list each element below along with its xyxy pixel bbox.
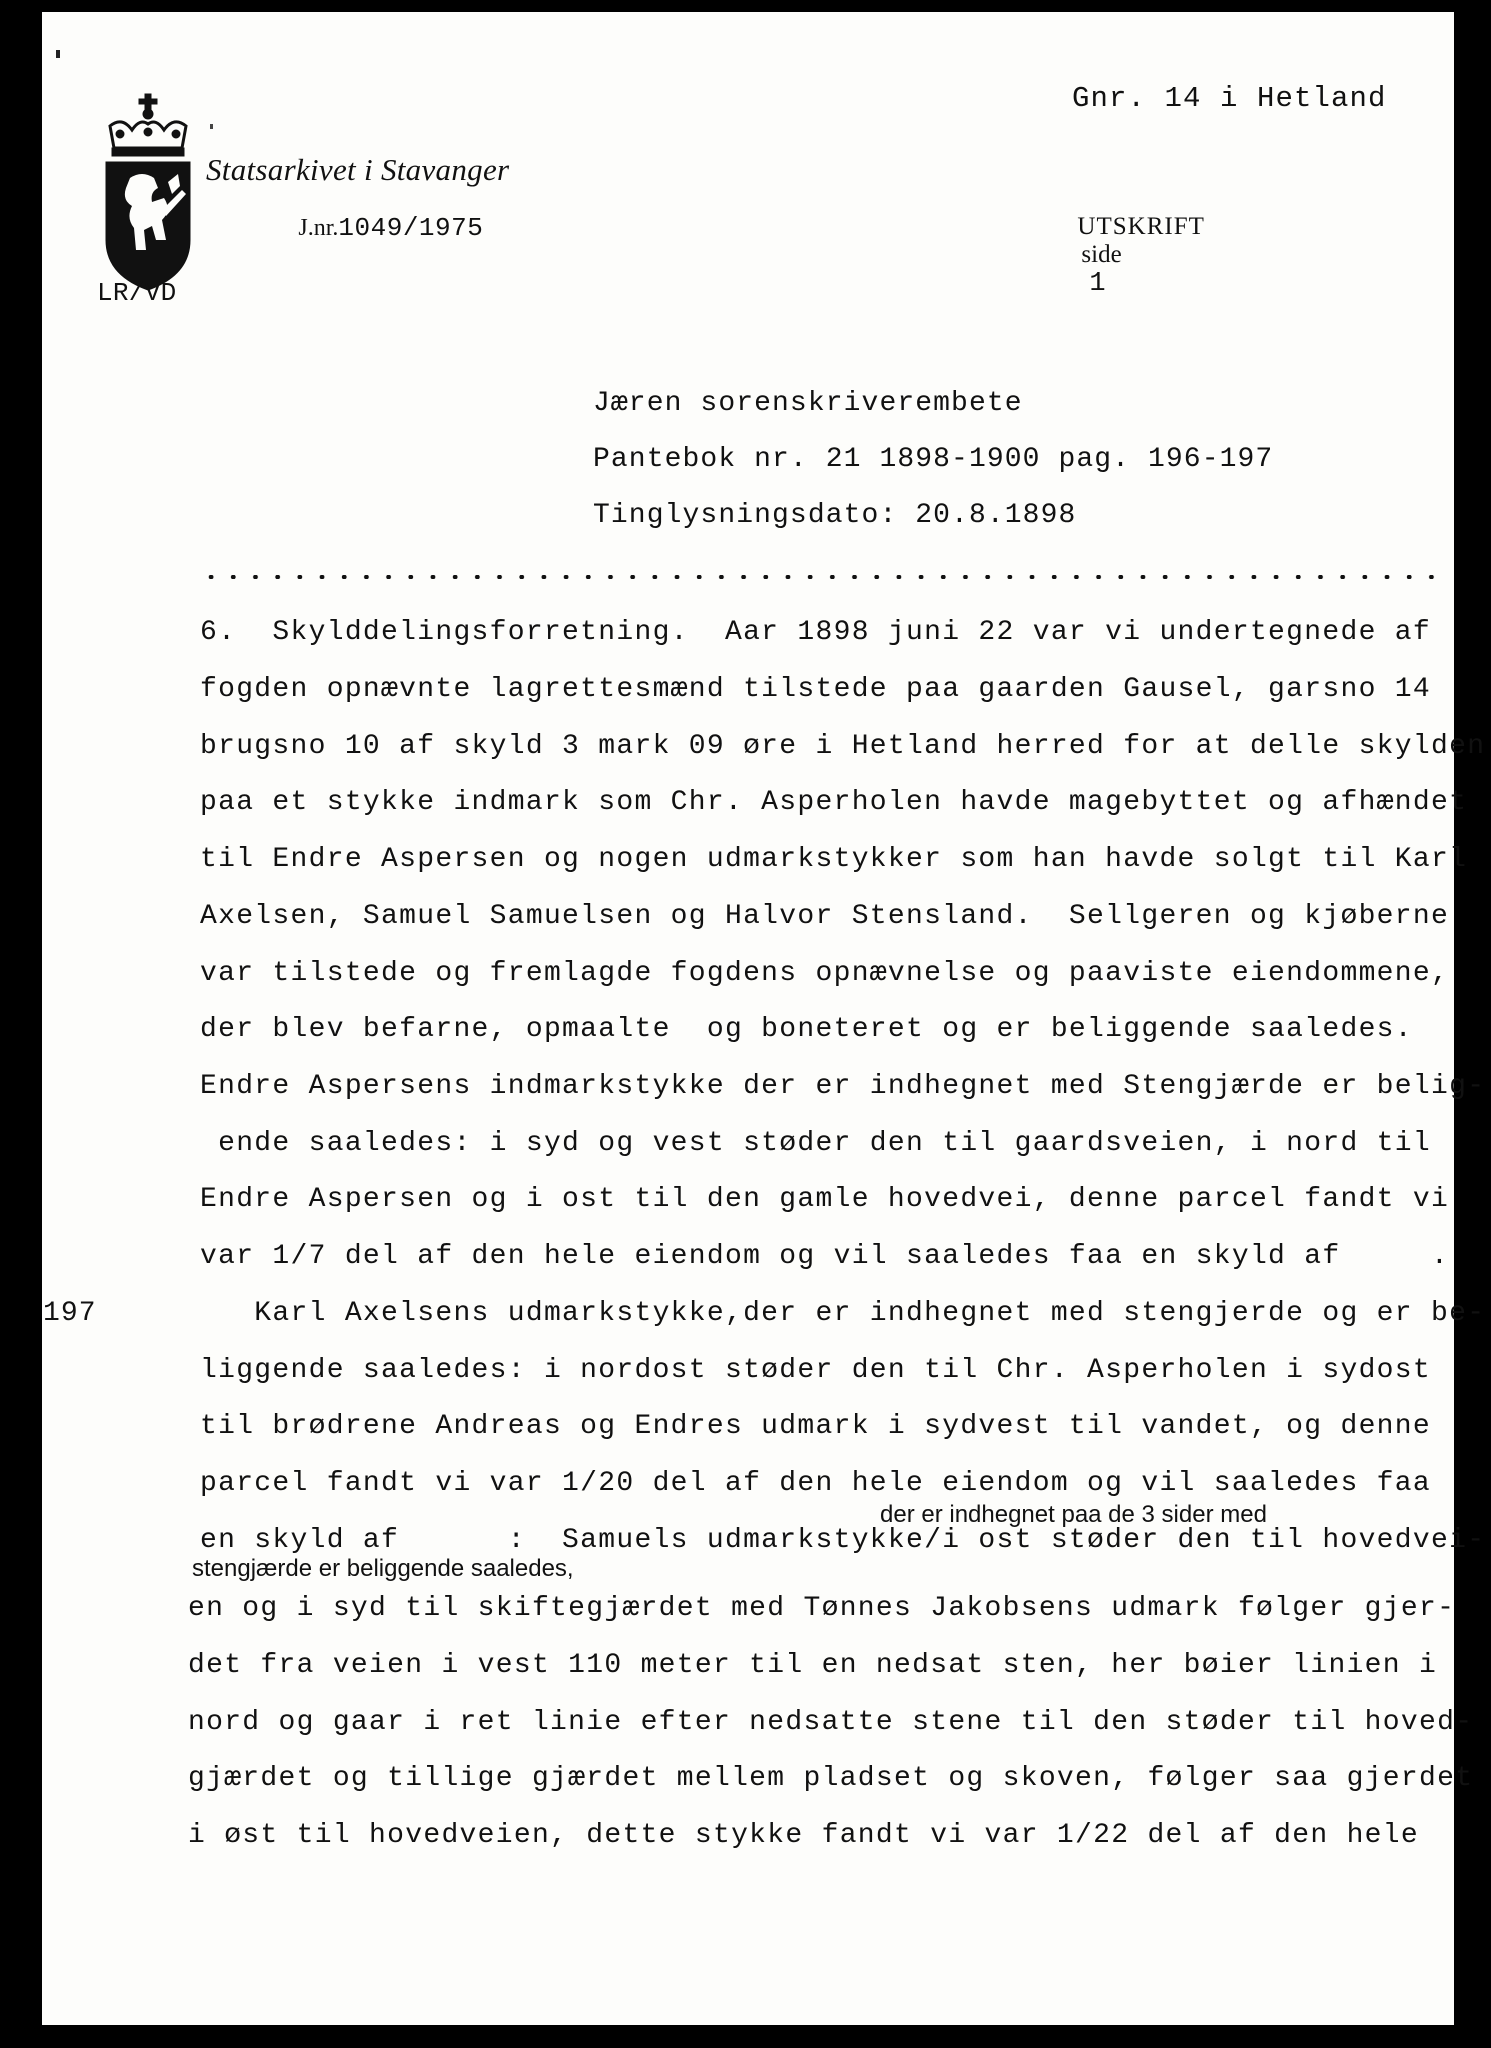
body-line: en skyld af : Samuels udmarkstykke/i ost støder den til hovedvei- bbox=[200, 1525, 1486, 1556]
side-number: 1 bbox=[1089, 269, 1107, 299]
margin-page-number: 197 bbox=[43, 1298, 97, 1329]
body-line: parcel fandt vi var 1/20 del af den hele eiendom og vil saaledes faa bbox=[200, 1468, 1431, 1499]
body-line: brugsno 10 af skyld 3 mark 09 øre i Hetland herred for at delle skylden bbox=[200, 731, 1486, 762]
document-page bbox=[42, 12, 1486, 2025]
transcript-label: UTSKRIFT bbox=[1077, 213, 1205, 240]
dotted-separator bbox=[200, 575, 1445, 579]
archive-name: Statsarkivet i Stavanger bbox=[206, 152, 510, 187]
body-line: gjærdet og tillige gjærdet mellem pladset og skoven, følger saa gjerdet bbox=[188, 1763, 1474, 1794]
body-line: i øst til hovedveien, dette stykke fandt vi var 1/22 del af den hele bbox=[188, 1820, 1419, 1851]
body-line: fogden opnævnte lagrettesmænd tilstede paa gaarden Gausel, garsno 14 bbox=[200, 674, 1431, 705]
body-line: der blev befarne, opmaalte og boneteret og er beliggende saaledes. bbox=[200, 1014, 1413, 1045]
speck-mark bbox=[210, 124, 213, 129]
source-office: Jæren sorenskriverembete bbox=[593, 388, 1023, 419]
body-line: 6. Skylddelingsforretning. Aar 1898 juni 22 var vi undertegnede af bbox=[200, 617, 1431, 648]
body-line: liggende saaledes: i nordost støder den til Chr. Asperholen i sydost bbox=[200, 1355, 1431, 1386]
side-label: side bbox=[1081, 241, 1122, 268]
body-line: en og i syd til skiftegjærdet med Tønnes Jakobsens udmark følger gjer- bbox=[188, 1593, 1456, 1624]
body-line: Axelsen, Samuel Samuelsen og Halvor Stensland. Sellgeren og kjøberne bbox=[200, 901, 1450, 932]
journal-number-line bbox=[260, 195, 483, 261]
body-line: til brødrene Andreas og Endres udmark i sydvest til vandet, og denne bbox=[200, 1411, 1431, 1442]
body-line: til Endre Aspersen og nogen udmarkstykker som han havde solgt til Karl bbox=[200, 844, 1468, 875]
body-line: Endre Aspersens indmarkstykke der er indhegnet med Stengjærde er belig- bbox=[200, 1071, 1486, 1102]
body-line: Endre Aspersen og i ost til den gamle hovedvei, denne parcel fandt vi bbox=[200, 1184, 1450, 1215]
transcript-header bbox=[1039, 195, 1205, 317]
body-line: ende saaledes: i syd og vest støder den til gaardsveien, i nord til bbox=[200, 1128, 1431, 1159]
coat-of-arms-icon bbox=[92, 90, 207, 295]
inserted-text-below: stengjærde er beliggende saaledes, bbox=[192, 1555, 574, 1582]
registration-date: Tinglysningsdato: 20.8.1898 bbox=[593, 500, 1077, 531]
initials: LR/VD bbox=[97, 278, 177, 308]
source-book: Pantebok nr. 21 1898-1900 pag. 196-197 bbox=[593, 444, 1274, 475]
body-line: Karl Axelsens udmarkstykke,der er indhegnet med stengjerde og er be- bbox=[200, 1298, 1486, 1329]
body-line: det fra veien i vest 110 meter til en nedsat sten, her bøier linien i bbox=[188, 1650, 1438, 1681]
body-line: paa et stykke indmark som Chr. Asperholen havde magebyttet og afhændet bbox=[200, 787, 1468, 818]
speck-mark bbox=[56, 50, 60, 58]
property-reference: Gnr. 14 i Hetland bbox=[1072, 82, 1387, 115]
journal-number: 1049/1975 bbox=[338, 213, 484, 243]
journal-label: J.nr. bbox=[298, 215, 339, 241]
inserted-text-above: der er indhegnet paa de 3 sider med bbox=[880, 1501, 1267, 1528]
body-line: nord og gaar i ret linie efter nedsatte stene til den støder til hoved- bbox=[188, 1707, 1474, 1738]
body-line: var tilstede og fremlagde fogdens opnævnelse og paaviste eiendommene, bbox=[200, 958, 1450, 989]
body-line: var 1/7 del af den hele eiendom og vil saaledes faa en skyld af . bbox=[200, 1241, 1450, 1272]
